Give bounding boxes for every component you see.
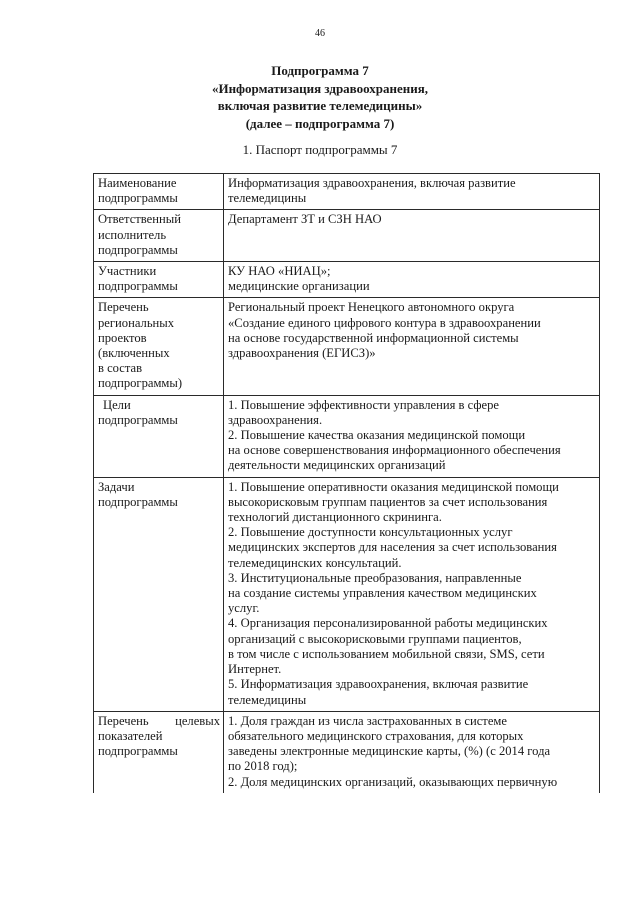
row-value-cell (224, 298, 600, 395)
subprogram-heading (0, 62, 640, 132)
label-line: исполнитель (98, 227, 167, 242)
table-row (94, 210, 600, 262)
value-line: обязательного медицинского страхования, для которых (228, 728, 524, 743)
heading-line: включая развитие телемедицины» (217, 98, 423, 113)
row-value-cell (224, 262, 600, 298)
table-row (94, 262, 600, 298)
value-line: в том числе с использованием мобильной связи, SMS, сети (228, 646, 545, 661)
row-value-cell (224, 477, 600, 711)
value-line: на создание системы управления качеством медицинских (228, 586, 537, 601)
value-line: 1. Доля граждан из числа застрахованных в системе (228, 713, 507, 728)
label-word: целевых (175, 713, 220, 728)
label-line: региональных (98, 315, 175, 330)
passport-table (93, 173, 600, 793)
label-line: подпрограммы (98, 744, 178, 759)
table-row (94, 711, 600, 793)
value-line: технологий дистанционного скрининга. (228, 510, 442, 525)
value-line: услуг. (228, 601, 260, 616)
value-line: медицинских экспертов для населения за счет использования (228, 540, 557, 555)
value-line: медицинские организации (228, 279, 370, 294)
table-row (94, 395, 600, 477)
value-line: 1. Повышение оперативности оказания медицинской помощи (228, 479, 559, 494)
row-label-cell (94, 477, 224, 711)
label-line: (включенных (98, 346, 170, 361)
value-line: заведены электронные медицинские карты, (%) (с 2014 года (228, 744, 551, 759)
row-label-cell (94, 711, 224, 793)
label-line: подпрограммы (98, 412, 178, 427)
value-line: телемедицины (228, 692, 307, 707)
value-line: организаций с высокорисковыми группами пациентов, (228, 631, 522, 646)
value-line: деятельности медицинских организаций (228, 458, 446, 473)
label-word: Перечень (98, 713, 149, 728)
label-line: Перечень (98, 300, 149, 315)
label-line: показателей (98, 728, 163, 743)
row-label-cell (94, 174, 224, 210)
table-row (94, 477, 600, 711)
value-line: по 2018 год); (228, 759, 298, 774)
label-line: проектов (98, 330, 147, 345)
value-line: на основе совершенствования информационного обеспечения (228, 443, 561, 458)
label-line: подпрограммы) (98, 376, 183, 391)
value-line: здравоохранения (ЕГИСЗ)» (228, 346, 376, 361)
row-label-cell (94, 262, 224, 298)
table-row (94, 174, 600, 210)
row-label-cell (94, 395, 224, 477)
value-line: 1. Повышение эффективности управления в сфере (228, 397, 500, 412)
heading-line: «Информатизация здравоохранения, (211, 80, 429, 96)
value-line: здравоохранения. (228, 412, 323, 427)
passport-subheading: 1. Паспорт подпрограммы 7 (242, 142, 398, 157)
value-line: Интернет. (228, 662, 282, 677)
value-line: высокорисковым группам пациентов за счет использования (228, 494, 548, 509)
label-line: подпрограммы (98, 191, 178, 206)
value-line: Региональный проект Ненецкого автономного округа (228, 300, 515, 315)
row-label-cell (94, 298, 224, 395)
value-line: 2. Повышение качества оказания медицинской помощи (228, 428, 526, 443)
value-line: «Создание единого цифрового контура в здравоохранении (228, 315, 541, 330)
value-line: 5. Информатизация здравоохранения, включая развитие (228, 677, 529, 692)
heading-line: Подпрограмма 7 (271, 63, 369, 78)
value-line: 3. Институциональные преобразования, направленные (228, 570, 522, 585)
label-line (98, 714, 220, 729)
row-value-cell (224, 711, 600, 793)
value-line: телемедицины (228, 191, 307, 206)
table-row (94, 298, 600, 395)
value-line: 2. Повышение доступности консультационных услуг (228, 525, 513, 540)
page-number: 46 (315, 28, 325, 39)
row-label-cell (94, 210, 224, 262)
value-line: на основе государственной информационной системы (228, 330, 519, 345)
value-line: телемедицинских консультаций. (228, 555, 402, 570)
row-value-cell (224, 395, 600, 477)
heading-line: (далее – подпрограмма 7) (245, 115, 395, 131)
label-line: Наименование (98, 176, 177, 190)
value-line: 2. Доля медицинских организаций, оказывающих первичную (228, 774, 558, 789)
value-line: КУ НАО «НИАЦ»; (228, 264, 331, 279)
label-line: подпрограммы (98, 279, 178, 294)
value-line: Информатизация здравоохранения, включая развитие (228, 176, 516, 190)
row-value-cell (224, 174, 600, 210)
label-line: подпрограммы (98, 494, 178, 509)
label-line: Участники (98, 264, 157, 279)
value-line: 4. Организация персонализированной работы медицинских (228, 616, 548, 631)
label-line: Цели (103, 397, 131, 412)
label-line: подпрограммы (98, 242, 178, 257)
label-line: в состав (98, 361, 143, 376)
row-value-cell (224, 210, 600, 262)
value-line: Департамент ЗТ и СЗН НАО (228, 212, 382, 227)
label-line: Ответственный (98, 212, 181, 227)
label-line: Задачи (98, 479, 135, 494)
